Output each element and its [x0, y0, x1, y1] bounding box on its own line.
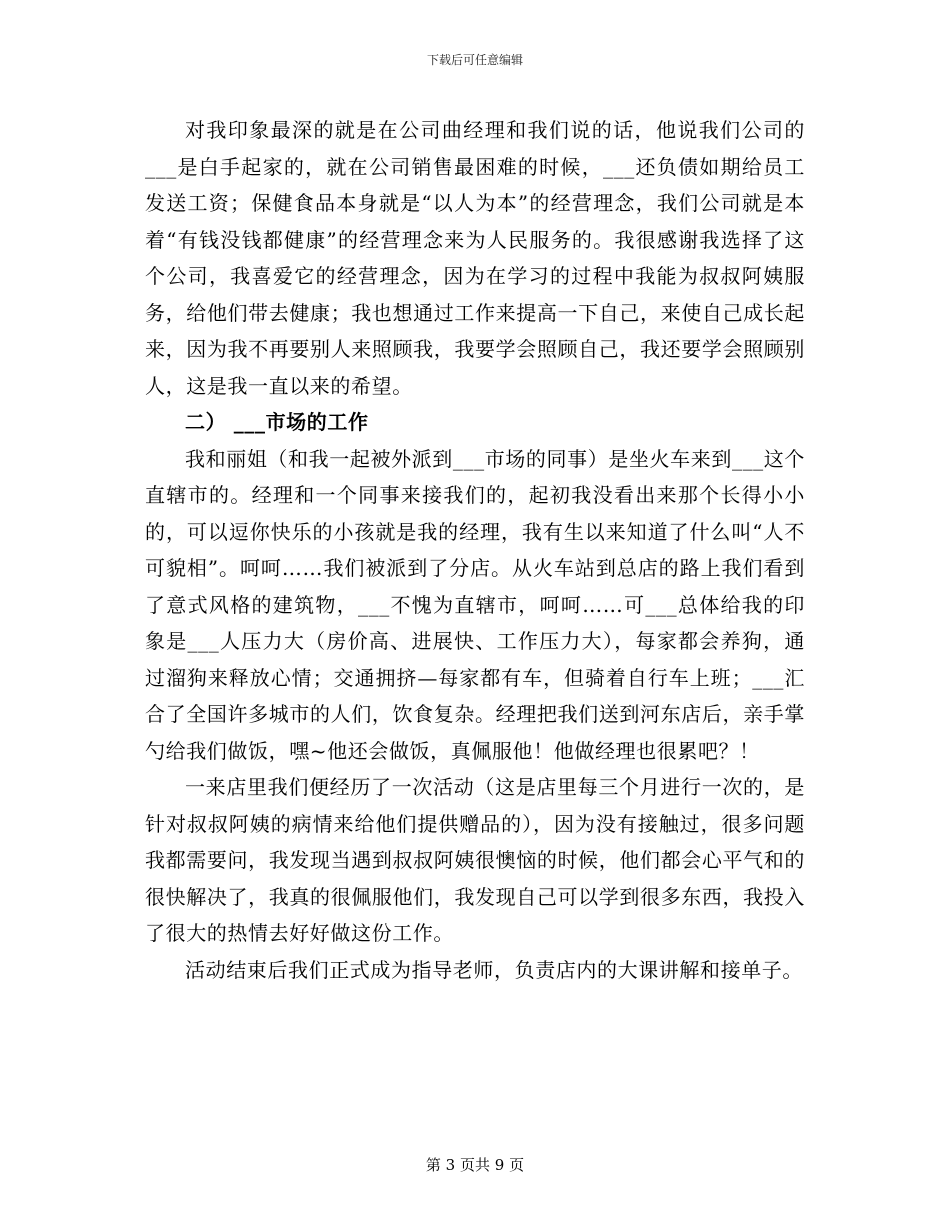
page-number: 第 3 页共 9 页 [425, 1156, 525, 1174]
section-heading-market-work: 二） ___市场的工作 [185, 410, 369, 434]
document-body [145, 112, 805, 988]
paragraph-arrival: 我和丽姐（和我一起被外派到___市场的同事）是坐火车来到___这个直辖市的。经理和一个同事来接我们的，起初我没看出来那个长得小小的，可以逗你快乐的小孩就是我的经理，我有生以来知道了什么叫“人不可貌相”。呵呵……我们被派到了分店。从火车站到总店的路上我们看到了意式风格的建筑物，___不愧为直辖市，呵呵……可___总体给我的印象是___人压力大（房价高、进展快、工作压力大），每家都会养狗，通过溜狗来释放心情；交通拥挤—每家都有车，但骑着自行车上班；___汇合了全国许多城市的人们，饮食复杂。经理把我们送到河东店后，亲手掌勺给我们做饭，嘿~他还会做饭，真佩服他！他做经理也很累吧？！ [145, 446, 805, 763]
page-header-note: 下载后可任意编辑 [426, 53, 523, 67]
paragraph-after-activity: 活动结束后我们正式成为指导老师，负责店内的大课讲解和接单子。 [185, 957, 803, 982]
paragraph-first-activity: 一来店里我们便经历了一次活动（这是店里每三个月进行一次的，是针对叔叔阿姨的病情来给他们提供赠品的），因为没有接触过，很多问题我都需要问，我发现当遇到叔叔阿姨很懊恼的时候，他们都会心平气和的很快解决了，我真的很佩服他们，我发现自己可以学到很多东西，我投入了很大的热情去好好做这份工作。 [145, 775, 805, 945]
paragraph-company-impression: 对我印象最深的就是在公司曲经理和我们说的话，他说我们公司的___是白手起家的，就在公司销售最困难的时候，___还负债如期给员工发送工资；保健食品本身就是“以人为本”的经营理念，我们公司就是本着“有钱没钱都健康”的经营理念来为人民服务的。我很感谢我选择了这个公司，我喜爱它的经营理念，因为在学习的过程中我能为叔叔阿姨服务，给他们带去健康；我也想通过工作来提高一下自己，来使自己成长起来，因为我不再要别人来照顾我，我要学会照顾自己，我还要学会照顾别人，这是我一直以来的希望。 [145, 118, 805, 398]
